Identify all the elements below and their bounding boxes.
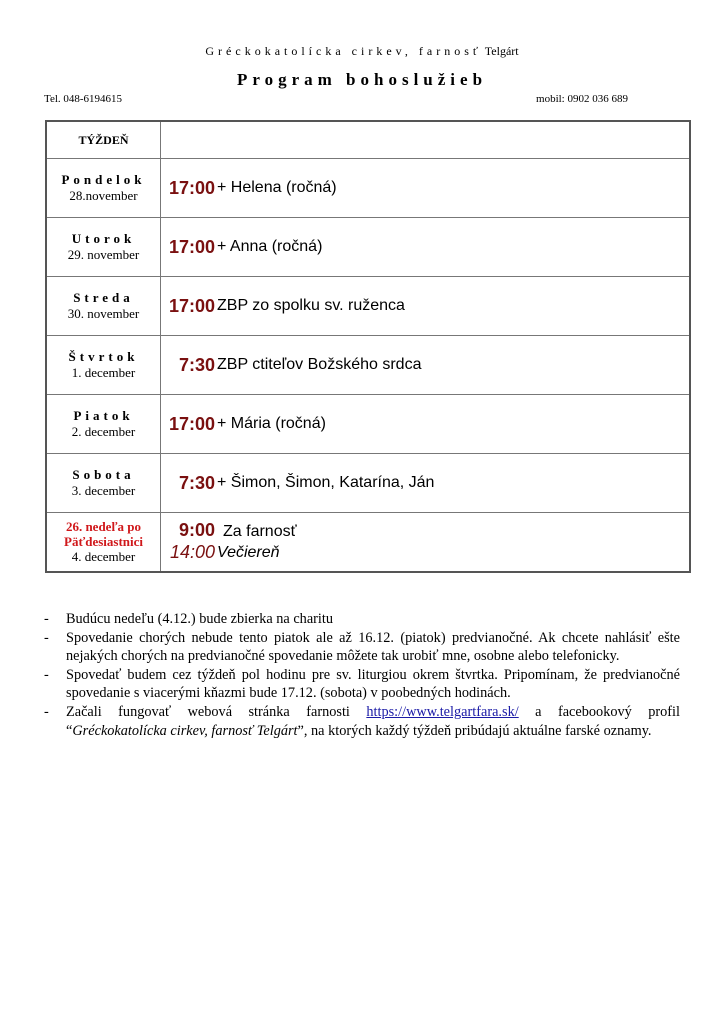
telephone: Tel. 048-6194615 (44, 93, 123, 105)
service-time: 7:30 (178, 472, 215, 493)
sunday-date: 4. december (71, 549, 136, 564)
schedule-row-thursday (46, 336, 690, 395)
day-date: 29. november (67, 247, 140, 262)
service-time: 7:30 (178, 354, 215, 375)
week-label: TÝŽDEŇ (78, 133, 129, 147)
intention: ZBP zo spolku sv. ruženca (217, 277, 690, 336)
intention: ZBP ctiteľov Božského srdca (217, 336, 690, 395)
announcements-list (44, 610, 680, 740)
day-date: 30. november (67, 306, 140, 321)
announcement-text: Budúcu nedeľu (4.12.) bude zbierka na charitu (66, 611, 334, 627)
day-name: Utorok (71, 231, 136, 246)
service-time: 17:00 (168, 413, 215, 434)
day-cell (46, 336, 161, 395)
intention: + Anna (ročná) (217, 218, 690, 277)
sunday-time-cell (161, 513, 218, 573)
sunday-day-cell (46, 513, 161, 573)
sunday-time-2: 14:00 (169, 542, 215, 562)
day-cell (46, 218, 161, 277)
day-name: Piatok (73, 408, 134, 423)
day-cell (46, 454, 161, 513)
schedule-row-sunday (46, 513, 690, 573)
schedule-row-saturday (46, 454, 690, 513)
day-name: Sobota (72, 467, 135, 482)
day-date: 2. december (71, 424, 136, 439)
schedule-row-wednesday (46, 277, 690, 336)
time-cell (161, 454, 218, 513)
mobile-phone: mobil: 0902 036 689 (536, 93, 628, 105)
schedule-row-monday (46, 159, 690, 218)
day-cell (46, 277, 161, 336)
announcement-text-end: ”, na ktorých každý týždeň pribúdajú aktuálne farské oznamy. (297, 722, 652, 739)
intention: + Helena (ročná) (217, 159, 690, 218)
day-date: 1. december (71, 365, 136, 380)
announcement-text: Spovedať budem cez týždeň pol hodinu pre sv. liturgiou okrem štvrtka. Pripomínam, že predvianočné spovedanie s viacerými kňazmi bude 17.12. (sobota) v poobedných hodinách. (66, 666, 680, 702)
week-label-cell (46, 121, 161, 159)
announcement-text-mid: a facebookový profil “ (66, 703, 681, 739)
announcement-item (44, 703, 680, 740)
church-header (0, 44, 724, 59)
time-cell (161, 277, 218, 336)
church-name: Gréckokatolícka cirkev, farnosť (205, 44, 482, 58)
header-empty-cell (161, 121, 691, 159)
day-name: Streda (73, 290, 134, 305)
sunday-intention-1: Za farnosť (223, 523, 297, 540)
intention: + Šimon, Šimon, Katarína, Ján (217, 454, 690, 513)
schedule-row-tuesday (46, 218, 690, 277)
facebook-profile-name: Gréckokatolícka cirkev, farnosť Telgárt (72, 722, 298, 739)
time-cell (161, 159, 218, 218)
announcement-item (44, 629, 680, 666)
schedule-header-row (46, 121, 690, 159)
intention: + Mária (ročná) (217, 395, 690, 454)
service-time: 17:00 (168, 295, 215, 316)
announcement-item (44, 666, 680, 703)
time-cell (161, 395, 218, 454)
day-date: 28.november (69, 188, 138, 203)
schedule-table (45, 120, 691, 573)
page-title: Program bohoslužieb (236, 70, 488, 89)
sunday-intention-cell (217, 513, 690, 573)
day-cell (46, 159, 161, 218)
announcement-text: Spovedanie chorých nebude tento piatok ale až 16.12. (piatok) predvianočné. Ak chcete nahlásiť ešte nejakých chorých na predvianočné spovedanie môžete tak urobiť mne, osobne alebo telefonicky. (66, 629, 680, 665)
time-cell (161, 336, 218, 395)
bullet-dash: - (44, 611, 49, 627)
sunday-name-line2: Päťdesiastnici (64, 534, 143, 549)
sunday-intention-2: Večiereň (217, 544, 280, 561)
church-place: Telgárt (484, 44, 519, 58)
day-name: Pondelok (61, 172, 146, 187)
day-date: 3. december (71, 483, 136, 498)
service-time: 17:00 (168, 236, 215, 257)
bullet-dash: - (44, 629, 49, 646)
announcement-text-start: Začali fungovať webová stránka farnosti (66, 703, 367, 720)
schedule-row-friday (46, 395, 690, 454)
sunday-name-line1: 26. nedeľa po (65, 519, 142, 534)
time-cell (161, 218, 218, 277)
service-time: 17:00 (168, 177, 215, 198)
day-name: Štvrtok (68, 349, 139, 364)
day-cell (46, 395, 161, 454)
announcement-item (44, 610, 680, 629)
sunday-time-1: 9:00 (178, 520, 215, 540)
parish-website-link[interactable]: https://www.telgartfara.sk/ (366, 703, 519, 720)
bullet-dash: - (44, 703, 49, 720)
bullet-dash: - (44, 666, 49, 683)
